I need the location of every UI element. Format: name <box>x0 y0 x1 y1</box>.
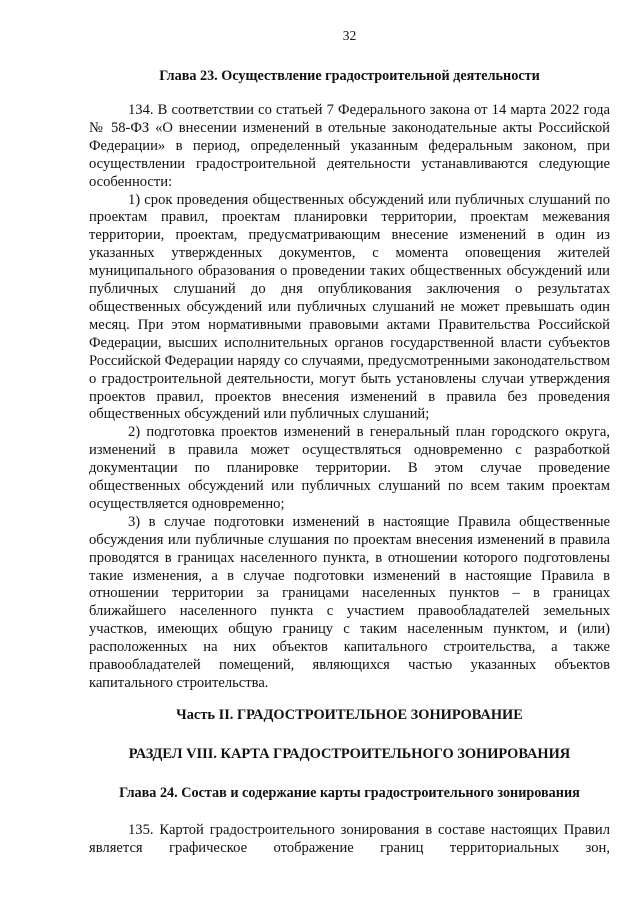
section-8-heading: РАЗДЕЛ VIII. КАРТА ГРАДОСТРОИТЕЛЬНОГО ЗОНИРОВАНИЯ <box>128 745 571 762</box>
paragraph-135: 135. Картой градостроительного зонирования в составе настоящих Правил является графическое отображение границ территориальных зон, <box>89 821 610 856</box>
part-2-heading: Часть II. ГРАДОСТРОИТЕЛЬНОЕ ЗОНИРОВАНИЕ <box>176 706 523 723</box>
chapter-23-heading: Глава 23. Осуществление градостроительной деятельности <box>159 68 540 84</box>
list-item-2: 2) подготовка проектов изменений в генеральный план городского округа, изменений в правила может осуществляться одновременно с разработкой документации по планировке территории. В этом случае проведение общественных обсуждений или публичных слушаний по всем таким проектам осуществляется одновременно; <box>89 424 610 512</box>
list-item-1: 1) срок проведения общественных обсуждений или публичных слушаний по проектам правил, проектам планировки территории, проектам межевания территории, проектам, предусматривающим внесение изменений в один из указанных утвержденных документов, с момента оповещения жителей муниципального образования о проведении таких общественных обсуждений или публичных слушаний до дня опубликования заключения о результатах общественных обсуждений или публичных слушаний не может превышать один месяц. При этом нормативными правовыми актами Правительства Российской Федерации, высших исполнительных органов государственной власти субъектов Российской Федерации наряду со случаями, предусмотренными законодательством о градостроительной деятельности, могут быть установлены случаи утверждения проектов правил, проектов внесения изменений в правила без проведения общественных обсуждений или публичных слушаний; <box>89 191 610 423</box>
paragraph-134: 134. В соответствии со статьей 7 Федерального закона от 14 марта 2022 года № 58-ФЗ «О внесении изменений в отельные законодательные акты Российской Федерации» в период, определенный указанным федеральным законом, при осуществлении градостроительной деятельности устанавливаются следующие особенности: <box>89 102 610 190</box>
page-number: 32 <box>342 28 357 43</box>
list-item-3: 3) в случае подготовки изменений в настоящие Правила общественные обсуждения или публичные слушания по проектам внесения изменений в правила проводятся в границах населенного пункта, в отношении которого подготовлены такие изменения, а в случае подготовки изменений в настоящие Правила в отношении территории за границами населенных пунктов – в границах ближайшего населенного пункта с участием правообладателей земельных участков, имеющих общую границу с таким населенным пунктом, и (или) расположенных на них объектов капитального строительства, а также правообладателей помещений, являющихся частью указанных объектов капитального строительства. <box>89 513 610 691</box>
chapter-24-heading: Глава 24. Состав и содержание карты градостроительного зонирования <box>119 784 580 801</box>
